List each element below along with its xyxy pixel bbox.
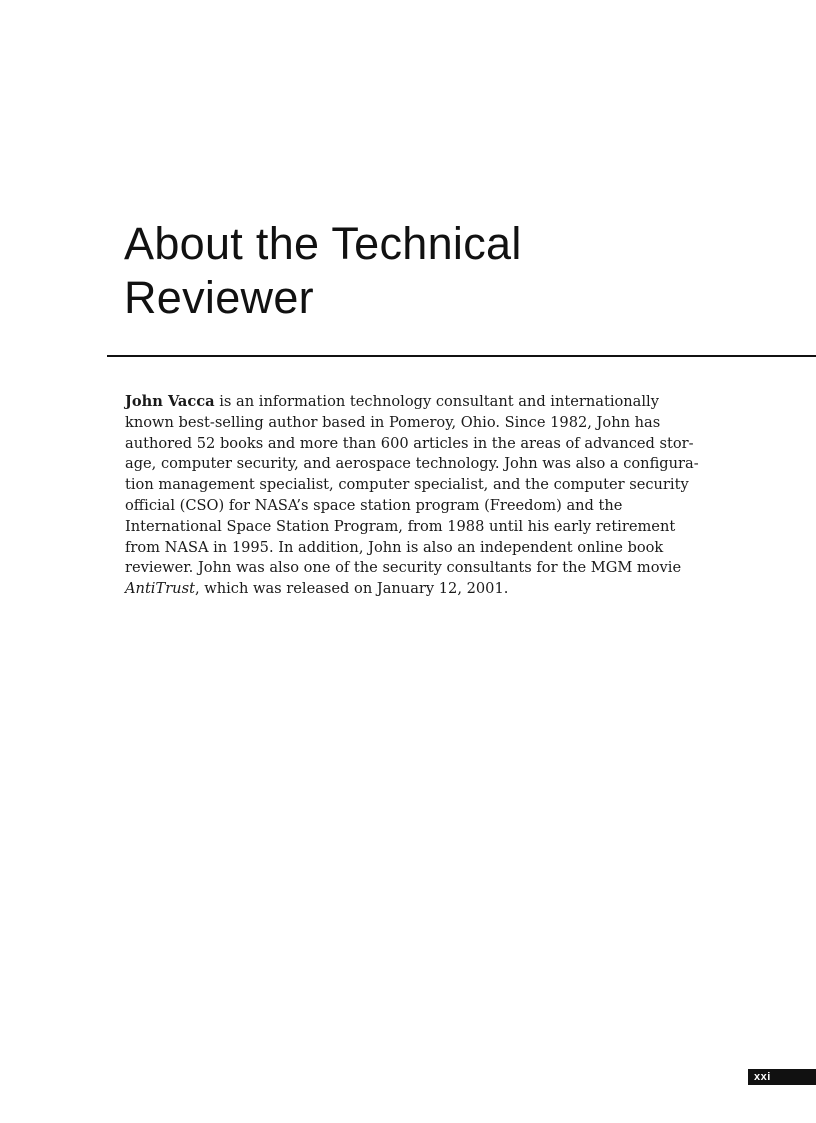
bio-line-1 — [125, 392, 725, 413]
bio-line-1-text: is an information technology consultant and internationally — [214, 393, 659, 410]
bio-line-2: known best-selling author based in Pomeroy, Ohio. Since 1982, John has — [125, 413, 661, 431]
reviewer-bio — [125, 392, 725, 600]
page-title — [124, 217, 744, 325]
reviewer-name: John Vacca — [125, 393, 215, 410]
bio-line-4: age, computer security, and aerospace technology. John was also a configura- — [125, 455, 699, 473]
page-number-tab: xxi — [748, 1069, 816, 1085]
bio-line-10-text: , which was released on January 12, 2001. — [194, 580, 509, 598]
bio-line-10 — [125, 579, 725, 600]
page-title-line-1: About the Technical — [124, 218, 522, 269]
page-title-line-2: Reviewer — [124, 272, 314, 323]
movie-title: AntiTrust — [125, 580, 195, 598]
title-divider — [107, 355, 816, 357]
bio-line-7: International Space Station Program, from 1988 until his early retirement — [125, 517, 676, 535]
bio-line-5: tion management specialist, computer specialist, and the computer security — [125, 476, 689, 494]
bio-line-3: authored 52 books and more than 600 articles in the areas of advanced stor- — [125, 434, 694, 452]
bio-line-9: reviewer. John was also one of the security consultants for the MGM movie — [125, 559, 682, 577]
bio-line-8: from NASA in 1995. In addition, John is also an independent online book — [125, 538, 664, 556]
bio-line-6: official (CSO) for NASA’s space station program (Freedom) and the — [125, 496, 623, 514]
